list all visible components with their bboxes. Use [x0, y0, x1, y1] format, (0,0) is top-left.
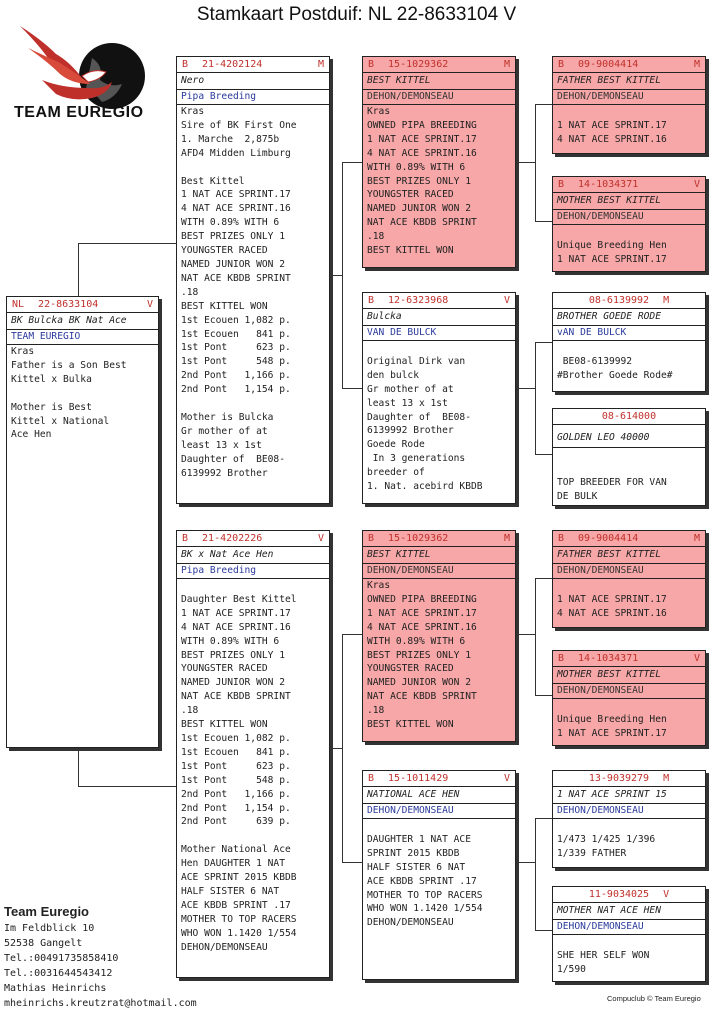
- ring-number: 13-9039279: [588, 773, 650, 785]
- country-code: B: [182, 59, 189, 71]
- pigeon-name: BEST KITTEL: [363, 547, 515, 564]
- connector: [535, 454, 552, 455]
- ring-number: 12-6323968: [388, 295, 449, 307]
- email-link[interactable]: mheinrichs.kreutzrat@hotmail.com: [4, 998, 197, 1009]
- pigeon-notes: BE08-6139992 #Brother Goede Rode#: [557, 355, 673, 381]
- owner: DEHON/DEMONSEAU: [553, 920, 705, 935]
- ring-number: 08-614000: [601, 411, 657, 423]
- ring-number: 14-1034371: [578, 653, 639, 665]
- ring-number: 09-9004414: [578, 59, 639, 71]
- sex: M: [503, 533, 510, 545]
- ring-number: 15-1029362: [388, 59, 449, 71]
- owner-contact-block: [4, 904, 197, 1011]
- owner: DEHON/DEMONSEAU: [363, 90, 515, 105]
- connector: [535, 695, 552, 696]
- ring-number: 09-9004414: [578, 533, 639, 545]
- connector: [78, 786, 178, 787]
- connector: [518, 634, 536, 635]
- country-code: B: [368, 295, 375, 307]
- pigeon-name: MOTHER BEST KITTEL: [553, 667, 705, 684]
- connector: [330, 275, 343, 276]
- connector: [535, 578, 552, 579]
- country-code: B: [368, 59, 375, 71]
- pigeon-name: BEST KITTEL: [363, 73, 515, 90]
- pigeon-card-sdd[interactable]: [552, 408, 706, 506]
- pigeon-name: Bulcka: [363, 309, 515, 326]
- pigeon-name: GOLDEN LEO 40000: [553, 425, 705, 448]
- connector: [518, 388, 536, 389]
- owner: VAN DE BULCK: [363, 326, 515, 341]
- pigeon-card-dsd[interactable]: [552, 650, 706, 746]
- pigeon-name: MOTHER BEST KITTEL: [553, 193, 705, 210]
- pigeon-notes: 1 NAT ACE SPRINT.17 4 NAT ACE SPRINT.16: [557, 593, 667, 619]
- pigeon-name: MOTHER NAT ACE HEN: [553, 903, 705, 920]
- connector: [342, 388, 362, 389]
- ring-number: 14-1034371: [578, 179, 639, 191]
- contact-name: Mathias Heinrichs: [4, 983, 107, 994]
- pigeon-notes: Daughter Best Kittel 1 NAT ACE SPRINT.17 4 NAT ACE SPRINT.16 WITH 0.89% WITH 6 BEST PRIZES ONLY 1 YOUNGSTER RACED NAMED JUNIOR WON 2 NAT ACE KBDB SPRINT .18 BEST KITTEL WON 1st Ecouen 1,082 p. 1st Ecouen 841 p. 1st Pont 623 p. 1st Pont 548 p. 2nd Pont 1,166 p. 2nd Pont 1,154 p. 2nd Pont 639 p. Mother National Ace Hen DAUGHTER 1 NAT ACE SPRINT 2015 KBDB HALF SISTER 6 NAT ACE KBDB SPRINT .17 MOTHER TO TOP RACERS WHO WON 1.1420 1/554 DEHON/DEMONSEAU: [181, 593, 297, 953]
- pigeon-name: FATHER BEST KITTEL: [553, 73, 705, 90]
- page-title: Stamkaart Postduif: NL 22-8633104 V: [196, 4, 517, 25]
- pigeon-notes: Kras OWNED PIPA BREEDING 1 NAT ACE SPRINT.17 4 NAT ACE SPRINT.16 WITH 0.89% WITH 6 BEST PRIZES ONLY 1 YOUNGSTER RACED NAMED JUNIOR WON 2 NAT ACE KBDB SPRINT .18 BEST KITTEL WON: [367, 580, 477, 731]
- pigeon-card-dam-sire[interactable]: [362, 530, 516, 742]
- owner: Pipa Breeding: [177, 90, 329, 105]
- country-code: B: [182, 533, 189, 545]
- pigeon-name: BK Bulcka BK Nat Ace: [7, 313, 158, 330]
- country-code: B: [558, 59, 565, 71]
- owner: DEHON/DEMONSEAU: [553, 804, 705, 819]
- sex: V: [146, 299, 153, 311]
- connector: [330, 748, 343, 749]
- connector: [535, 104, 552, 105]
- pigeon-name: Nero: [177, 73, 329, 90]
- pigeon-card-sire-dam[interactable]: [362, 292, 516, 504]
- pigeon-notes: Unique Breeding Hen 1 NAT ACE SPRINT.17: [557, 713, 667, 739]
- sex: V: [503, 773, 510, 785]
- pigeon-card-sss[interactable]: [552, 56, 706, 154]
- logo-text: TEAM EUREGIO: [14, 104, 144, 121]
- owner: DEHON/DEMONSEAU: [553, 90, 705, 105]
- sex: V: [693, 653, 700, 665]
- owner: DEHON/DEMONSEAU: [363, 804, 515, 819]
- sex: M: [693, 533, 700, 545]
- pigeon-notes: Original Dirk van den bulck Gr mother of at least 13 x 1st Daughter of BE08- 6139992 Brother Goede Rode In 3 generations breeder of 1. Nat. acebird KBDB: [367, 355, 483, 493]
- pigeon-name: BK x Nat Ace Hen: [177, 547, 329, 564]
- pigeon-name: BROTHER GOEDE RODE: [553, 309, 705, 326]
- connector: [518, 862, 536, 863]
- connector: [78, 243, 79, 296]
- connector: [535, 818, 536, 930]
- pigeon-notes: TOP BREEDER FOR VAN DE BULK: [557, 476, 667, 502]
- pigeon-notes: SHE HER SELF WON 1/590: [557, 949, 650, 975]
- pigeon-notes: DAUGHTER 1 NAT ACE SPRINT 2015 KBDB HALF SISTER 6 NAT ACE KBDB SPRINT .17 MOTHER TO TOP RACERS WHO WON 1.1420 1/554 DEHON/DEMONSEAU: [367, 833, 483, 929]
- sex: V: [693, 179, 700, 191]
- connector: [535, 221, 552, 222]
- ring-number: 08-6139992: [588, 295, 650, 307]
- connector: [535, 930, 552, 931]
- pigeon-card-dam-dam[interactable]: [362, 770, 516, 980]
- ring-number: 21-4202124: [202, 59, 263, 71]
- connector: [342, 862, 362, 863]
- connector: [535, 342, 536, 454]
- pigeon-card-ssd[interactable]: [552, 176, 706, 272]
- sex: M: [663, 295, 670, 307]
- pigeon-card-dam[interactable]: [176, 530, 330, 978]
- sex: V: [503, 295, 510, 307]
- connector: [78, 243, 178, 244]
- pigeon-name: FATHER BEST KITTEL: [553, 547, 705, 564]
- country-code: B: [558, 179, 565, 191]
- pigeon-card-dds[interactable]: [552, 770, 706, 868]
- owner: DEHON/DEMONSEAU: [553, 684, 705, 699]
- ring-number: 15-1029362: [388, 533, 449, 545]
- ring-number: 22-8633104: [38, 299, 99, 311]
- credit: Compuclub © Team Euregio: [607, 994, 701, 1003]
- owner: DEHON/DEMONSEAU: [553, 210, 705, 225]
- country-code: B: [368, 533, 375, 545]
- owner: DEHON/DEMONSEAU: [553, 564, 705, 579]
- pigeon-name: NATIONAL ACE HEN: [363, 787, 515, 804]
- sex: V: [317, 533, 324, 545]
- ring-number: 11-9034025: [588, 889, 650, 901]
- country-code: NL: [12, 299, 25, 311]
- city: 52538 Gangelt: [4, 938, 83, 949]
- owner: Pipa Breeding: [177, 564, 329, 579]
- pigeon-card-sire-sire[interactable]: [362, 56, 516, 268]
- connector: [535, 578, 536, 695]
- sex: V: [663, 889, 670, 901]
- pigeon-notes: Unique Breeding Hen 1 NAT ACE SPRINT.17: [557, 239, 667, 265]
- sex: M: [317, 59, 324, 71]
- country-code: B: [558, 653, 565, 665]
- phone-1: Tel.:00491735858410: [4, 953, 119, 964]
- ring-number: 21-4202226: [202, 533, 263, 545]
- connector: [518, 162, 536, 163]
- pigeon-notes: Kras OWNED PIPA BREEDING 1 NAT ACE SPRINT.17 4 NAT ACE SPRINT.16 WITH 0.89% WITH 6 BEST PRIZES ONLY 1 YOUNGSTER RACED NAMED JUNIOR WON 2 NAT ACE KBDB SPRINT .18 BEST KITTEL WON: [367, 106, 477, 257]
- pigeon-notes: 1/473 1/425 1/396 1/339 FATHER: [557, 833, 656, 859]
- team-name: Team Euregio: [4, 904, 90, 919]
- ring-number: 15-1011429: [388, 773, 449, 785]
- country-code: B: [558, 533, 565, 545]
- street: Im Feldblick 10: [4, 923, 95, 934]
- connector: [78, 748, 79, 786]
- pigeon-card-sire[interactable]: [176, 56, 330, 504]
- connector: [535, 818, 552, 819]
- sex: M: [693, 59, 700, 71]
- pigeon-notes: Kras Sire of BK First One 1. Marche 2,875b AFD4 Midden Limburg Best Kittel 1 NAT ACE SPRINT.17 4 NAT ACE SPRINT.16 WITH 0.89% WITH 6 BEST PRIZES ONLY 1 YOUNGSTER RACED NAMED JUNIOR WON 2 NAT ACE KBDB SPRINT .18 BEST KITTEL WON 1st Ecouen 1,082 p. 1st Ecouen 841 p. 1st Pont 623 p. 1st Pont 548 p. 2nd Pont 1,166 p. 2nd Pont 1,154 p. Mother is Bulcka Gr mother of at least 13 x 1st Daughter of BE08- 6139992 Brother: [181, 106, 297, 479]
- owner: TEAM EUREGIO: [7, 330, 158, 345]
- pigeon-notes: Kras Father is a Son Best Kittel x Bulka Mother is Best Kittel x National Ace Hen: [11, 346, 127, 441]
- sex: M: [503, 59, 510, 71]
- owner: vAN DE BULCK: [553, 326, 705, 341]
- owner: DEHON/DEMONSEAU: [363, 564, 515, 579]
- pigeon-card-subject[interactable]: [6, 296, 159, 748]
- connector: [342, 634, 362, 635]
- connector: [342, 162, 362, 163]
- pigeon-name: 1 NAT ACE SPRINT 15: [553, 787, 705, 804]
- phone-2: Tel.:0031644543412: [4, 968, 113, 979]
- pigeon-card-ddd[interactable]: [552, 886, 706, 982]
- pigeon-notes: 1 NAT ACE SPRINT.17 4 NAT ACE SPRINT.16: [557, 119, 667, 145]
- country-code: B: [368, 773, 375, 785]
- pigeon-card-dss[interactable]: [552, 530, 706, 628]
- pigeon-card-sds[interactable]: [552, 292, 706, 392]
- connector: [535, 342, 552, 343]
- sex: M: [663, 773, 670, 785]
